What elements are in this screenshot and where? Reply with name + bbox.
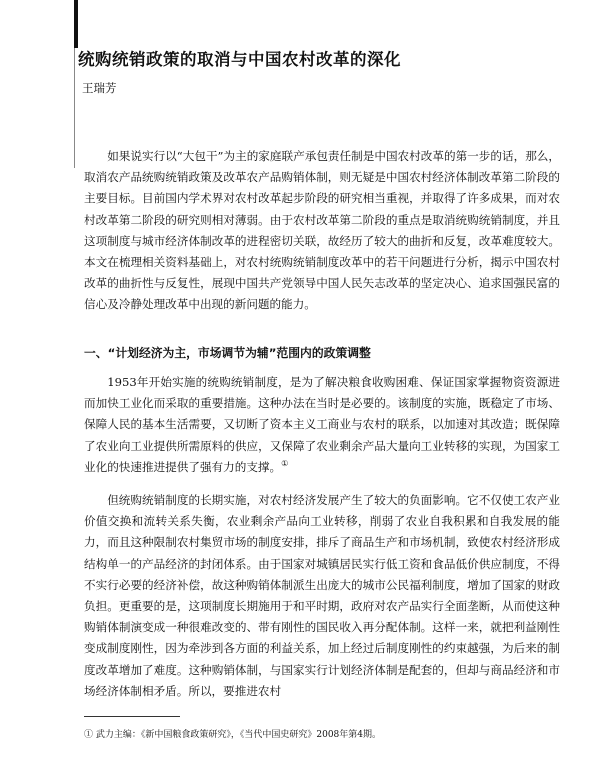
body-paragraph-1 xyxy=(84,372,560,478)
footnote-divider xyxy=(84,716,180,717)
article-author: 王瑞芳 xyxy=(82,81,117,95)
body-paragraph-1-text: 1953年开始实施的统购统销制度，是为了解决粮食收购困难、保证国家掌握物资资源进而加快工业化而采取的重要措施。这种办法在当时是必要的。该制度的实施，既稳定了市场、保障人民的基本生活需要，又切断了资本主义工商业与农村的联系，以加速对其改造；既保障了农业向工业提供所需原料的供应，又保障了农业剩余产品大量向工业转移的实现，为国家工业化的快速推进提供了强有力的支撑。 xyxy=(84,375,560,474)
body-paragraph-2: 但统购统销制度的长期实施，对农村经济发展产生了较大的负面影响。它不仅使工农产业价值交换和流转关系失衡，农业剩余产品向工业转移，削弱了农业自我积累和自我发展的能力，而且这种限制农村集贸市场的制度安排，排斥了商品生产和市场机制，致使农村经济形成结构单一的产品经济的封闭体系。由于国家对城镇居民实行低工资和食品低价供应制度，不得不实行必要的经济补偿，故这种购销体制派生出庞大的城市公民福利制度，增加了国家的财政负担。更重要的是，这项制度长期施用于和平时期，政府对农产品实行全面垄断，从而使这种购销体制演变成一种很难改变的、带有刚性的国民收入再分配体制。这样一来，就把利益刚性变成制度刚性，因为牵涉到各方面的利益关系，加上经过后制度刚性的约束越强，为后来的制度改革增加了难度。这种购销体制，与国家实行计划经济体制是配套的，但却与商品经济和市场经济体制相矛盾。所以，要推进农村 xyxy=(84,493,560,698)
footnote: ① 武力主编：《新中国粮食政策研究》，《当代中国史研究》2008年第4期。 xyxy=(84,730,381,740)
section-heading: 一、“计划经济为主，市场调节为辅”范围内的政策调整 xyxy=(84,346,371,360)
decorative-top-bar xyxy=(74,0,78,48)
footnote-marker[interactable]: ① xyxy=(281,458,289,468)
intro-paragraph: 如果说实行以“大包干”为主的家庭联产承包责任制是中国农村改革的第一步的话，那么，取消农产品统购统销政策及改革农产品购销体制，则无疑是中国农村经济体制改革第二阶段的主要目标。目前国内学术界对农村改革起步阶段的研究相当重视，并取得了许多成果，而对农村改革第二阶段的研究则相对薄弱。由于农村改革第二阶段的重点是取消统购统销制度，并且这项制度与城市经济体制改革的进程密切关联，故经历了较大的曲折和反复，改革难度较大。本文在梳理相关资料基础上，对农村统购统销制度改革中的若干问题进行分析，揭示中国农村改革的曲折性与反复性，展现中国共产党领导中国人民矢志改革的坚定决心、追求国强民富的信心及冷静处理改革中出现的新问题的能力。 xyxy=(84,149,560,312)
article-title: 统购统销政策的取消与中国农村改革的深化 xyxy=(78,50,401,69)
decorative-side-rule xyxy=(74,48,75,168)
